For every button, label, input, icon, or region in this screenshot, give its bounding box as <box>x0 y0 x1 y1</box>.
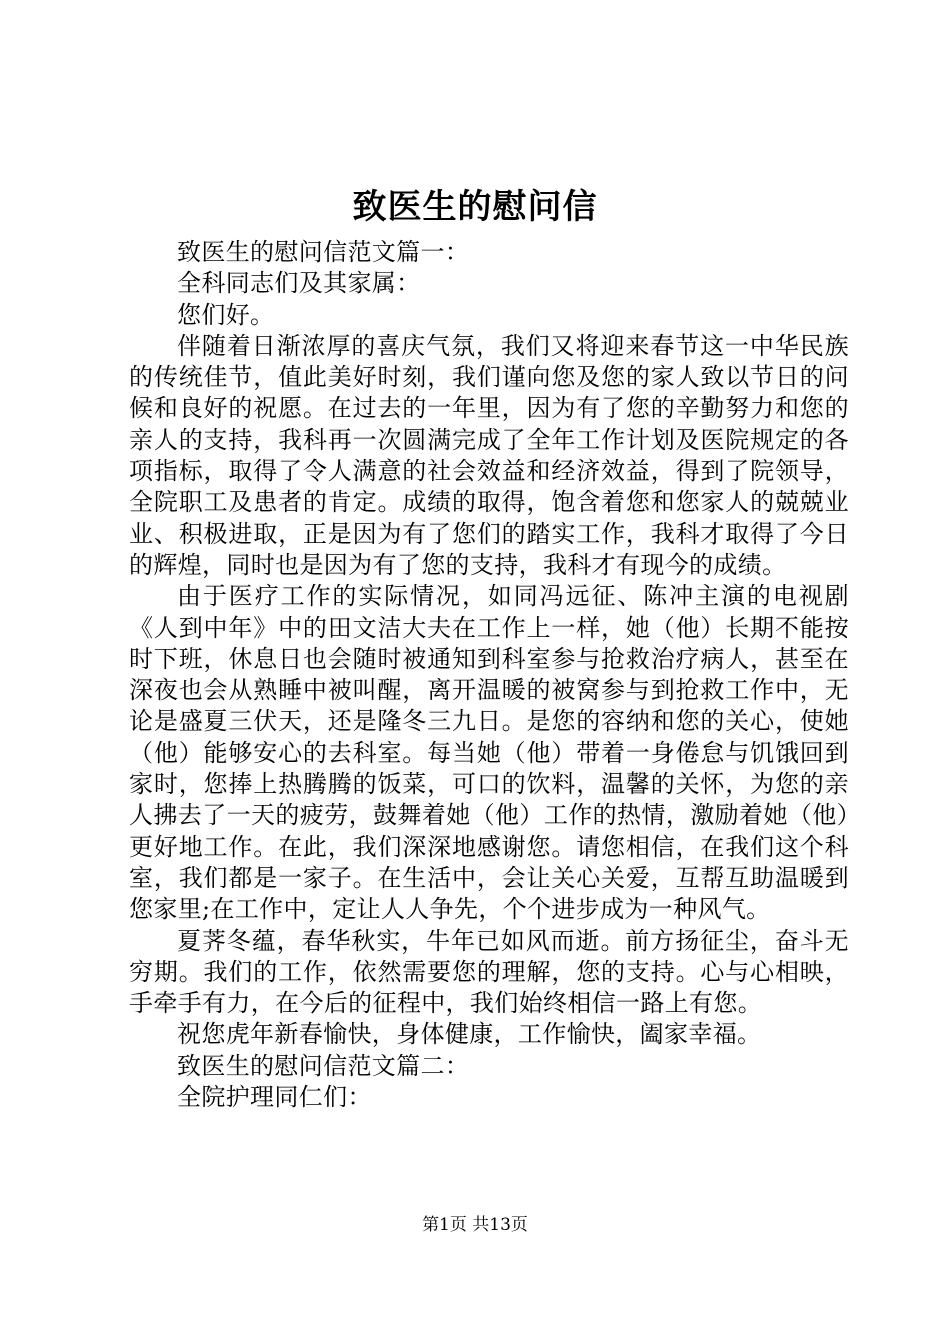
paragraph: 伴随着日渐浓厚的喜庆气氛，我们又将迎来春节这一中华民族的传统佳节，值此美好时刻，我们谨向您及您的家人致以节日的问候和良好的祝愿。在过去的一年里，因为有了您的辛勤努力和您的亲人的支持，我科再一次圆满完成了全年工作计划及医院规定的各项指标，取得了令人满意的社会效益和经济效益，得到了院领导，全院职工及患者的肯定。成绩的取得，饱含着您和您家人的兢兢业业、积极进取，正是因为有了您们的踏实工作，我科才取得了今日的辉煌，同时也是因为有了您的支持，我科才有现今的成绩。 <box>129 331 849 579</box>
paragraph: 您们好。 <box>177 300 275 329</box>
document-body <box>129 237 849 1113</box>
paragraph: 由于医疗工作的实际情况，如同冯远征、陈冲主演的电视剧《人到中年》中的田文洁大夫在工作上一样，她（他）长期不能按时下班，休息日也会随时被通知到科室参与抢救治疗病人，甚至在深夜也会从熟睡中被叫醒，离开温暖的被窝参与到抢救工作中，无论是盛夏三伏天，还是隆冬三九日。是您的容纳和您的关心，使她（他）能够安心的去科室。每当她（他）带着一身倦怠与饥饿回到家时，您捧上热腾腾的饭菜，可口的饮料，温馨的关怀，为您的亲人拂去了一天的疲劳，鼓舞着她（他）工作的热情，激励着她（他）更好地工作。在此，我们深深地感谢您。请您相信，在我们这个科室，我们都是一家子。在生活中，会让关心关爱，互帮互助温暖到您家里;在工作中，定让人人争先，个个进步成为一种风气。 <box>129 582 849 924</box>
paragraph: 致医生的慰问信范文篇二： <box>177 1051 470 1080</box>
paragraph: 夏荠冬蕴，春华秋实，牛年已如风而逝。前方扬征尘，奋斗无穷期。我们的工作，依然需要您的理解，您的支持。心与心相映，手牵手有力，在今后的征程中，我们始终相信一路上有您。 <box>129 926 849 1018</box>
page-indicator: 第1页 共13页 <box>422 1215 528 1235</box>
paragraph: 祝您虎年新春愉快，身体健康，工作愉快，阖家幸福。 <box>177 1020 762 1049</box>
paragraph: 全院护理同仁们： <box>177 1083 372 1112</box>
paragraph: 致医生的慰问信范文篇一： <box>177 238 470 266</box>
document-title: 致医生的慰问信 <box>352 187 598 227</box>
paragraph: 全科同志们及其家属： <box>177 269 421 298</box>
